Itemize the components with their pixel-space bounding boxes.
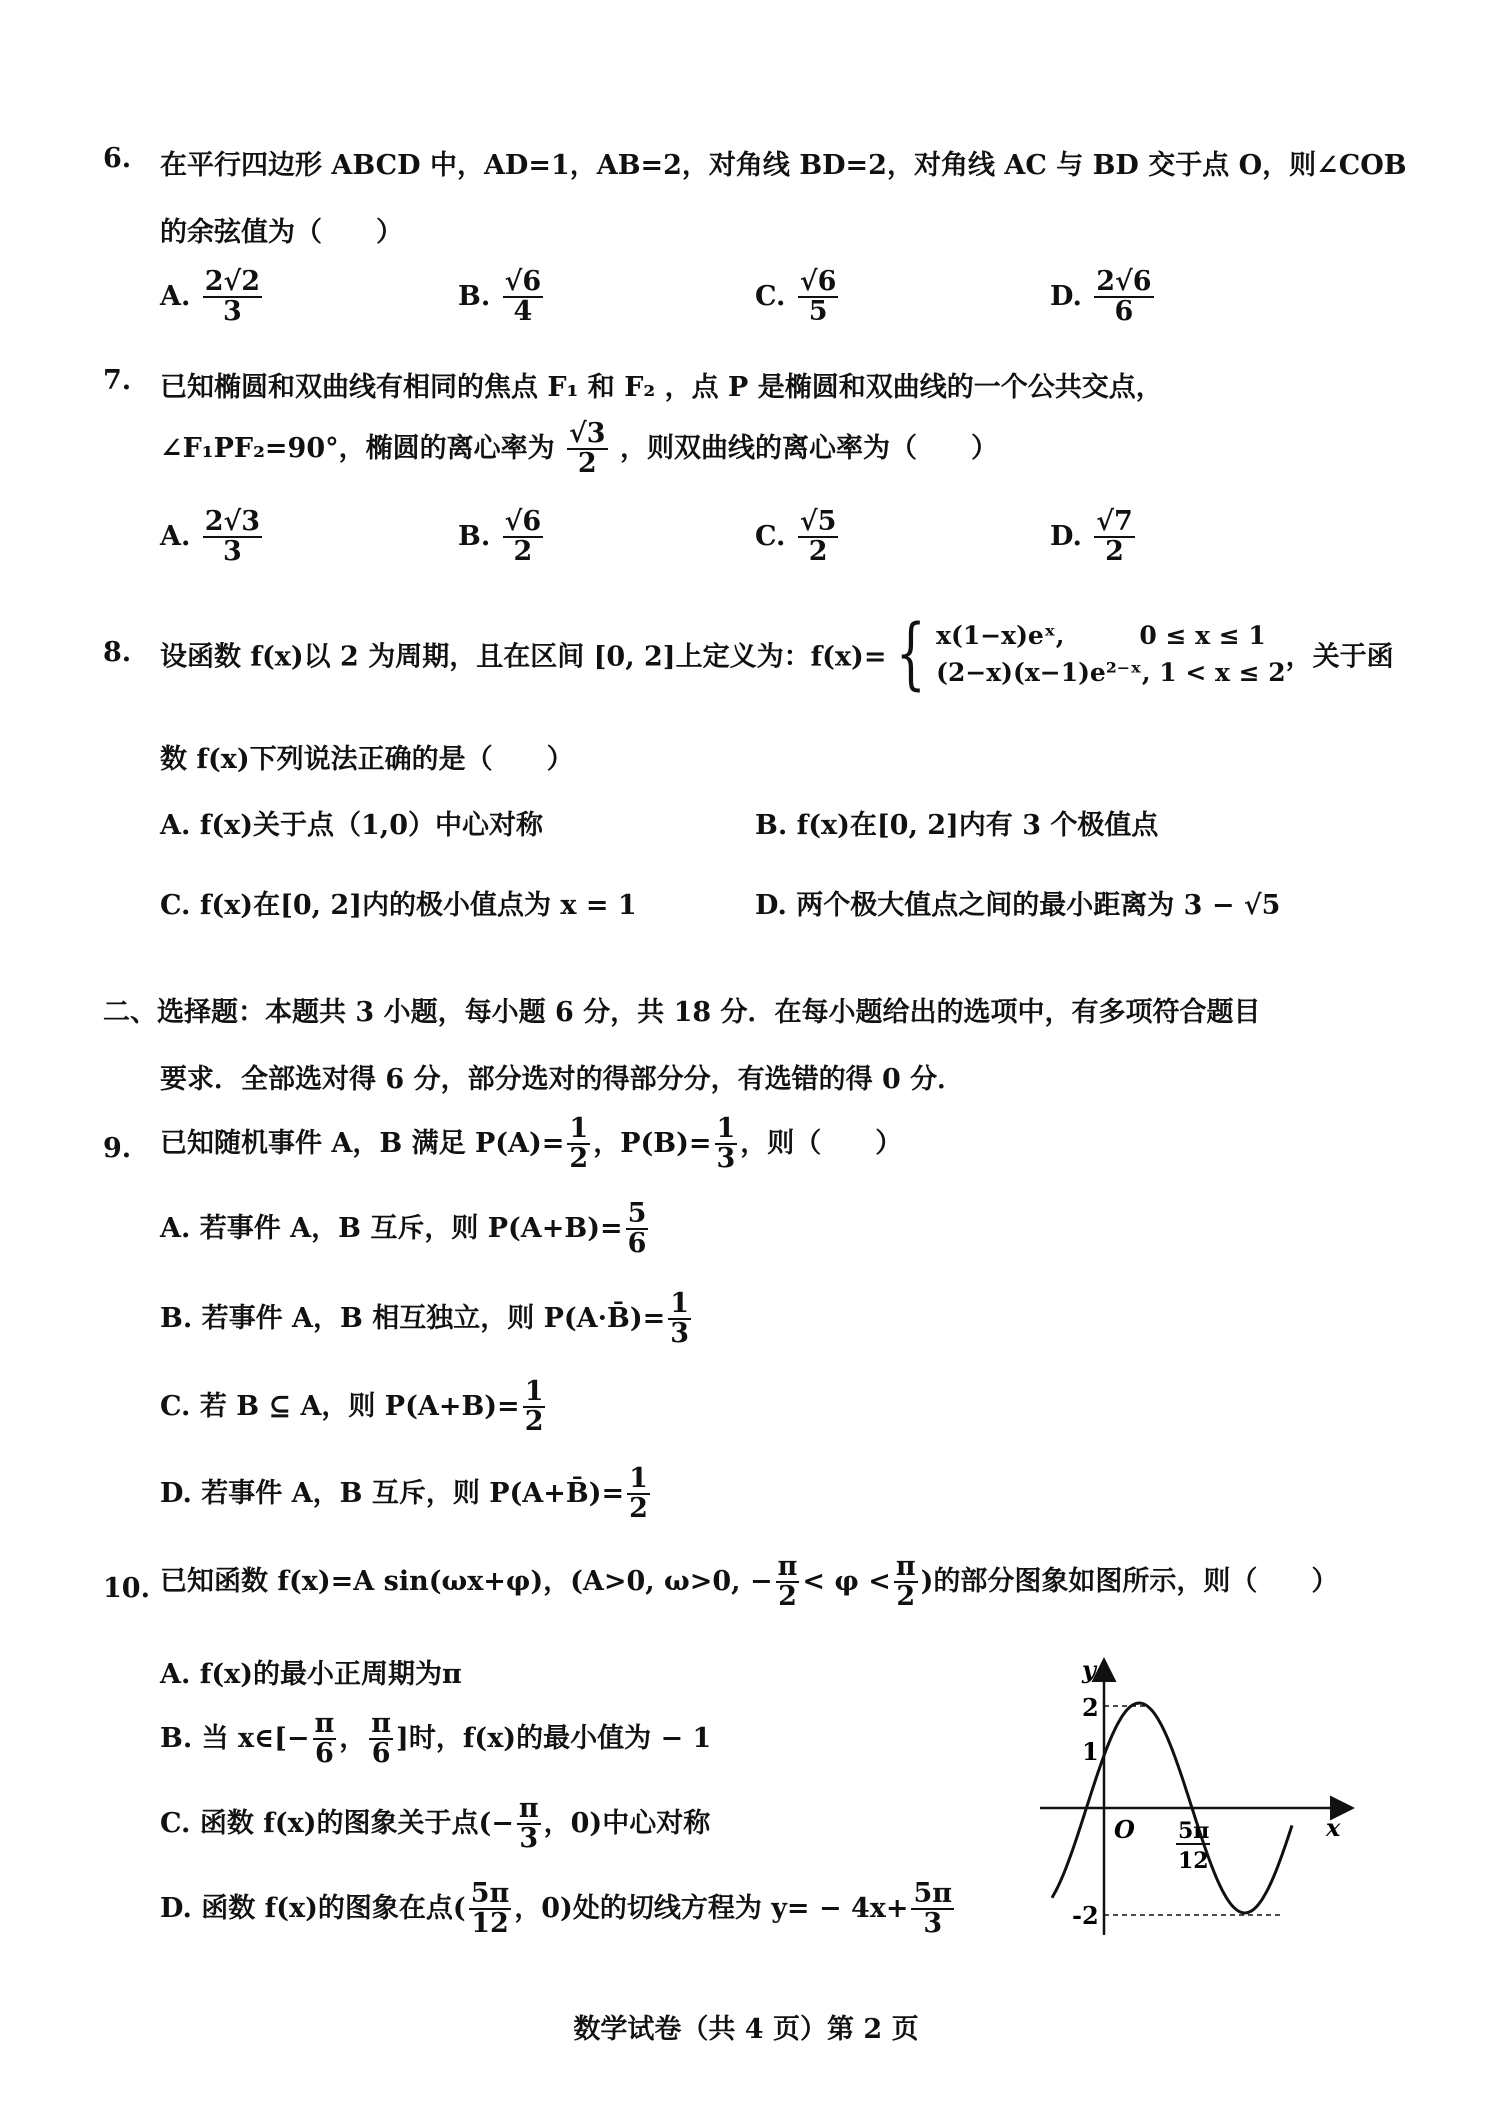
q6-line1: 在平行四边形 ABCD 中，AD=1，AB=2，对角线 BD=2，对角线 AC 与 BD 交于点 O，则∠COB: [160, 150, 1407, 181]
q6-option-c-fraction: $\frac{√6}{5}$: [799, 266, 837, 328]
q6-option-c-label: C.: [755, 280, 786, 312]
q8-option-d: D. 两个极大值点之间的最小距离为 3 − √5: [755, 890, 1281, 921]
section2-line1: 二、选择题：本题共 3 小题，每小题 6 分，共 18 分．在每小题给出的选项中，有多项符合题目: [103, 997, 1261, 1028]
y-tick-2: 2: [1082, 1693, 1099, 1722]
q6-option-d-fraction: $\frac{2√6}{6}$: [1096, 266, 1152, 328]
q9-option-d: D. 若事件 A，B 互斥，则 P(A+B̄)= $\frac{1}{2}$: [160, 1463, 648, 1525]
q6-option-a-label: A.: [160, 280, 191, 312]
x-tick-numerator: 5π: [1178, 1818, 1210, 1844]
q7-option-a: A. $\frac{2√3}{3}$: [160, 506, 261, 568]
y-tick-minus-2: -2: [1072, 1901, 1099, 1930]
q6-option-d-label: D.: [1050, 280, 1082, 312]
q6-option-b-fraction: $\frac{√6}{4}$: [504, 266, 542, 328]
q9-option-a: A. 若事件 A，B 互斥，则 P(A+B)= $\frac{5}{6}$: [160, 1198, 647, 1260]
q6-option-d: [1050, 268, 1157, 327]
q7-line2: ∠F₁PF₂=90°，椭圆的离心率为 $\frac{√3}{2}$ ，则双曲线的离心率为（ ）: [160, 418, 998, 480]
q8-option-b: B. f(x)在[0, 2]内有 3 个极值点: [755, 810, 1159, 841]
q7-line1: 已知椭圆和双曲线有相同的焦点 F₁ 和 F₂ ，点 P 是椭圆和双曲线的一个公共交点，: [160, 372, 1163, 403]
piecewise-brace: {: [896, 609, 927, 699]
section2-line2: 要求．全部选对得 6 分，部分选对的得部分分，有选错的得 0 分．: [160, 1064, 965, 1095]
page-footer: 数学试卷（共 4 页）第 2 页: [573, 2014, 919, 2045]
x-axis-label: x: [1326, 1813, 1341, 1842]
q10-option-a: A. f(x)的最小正周期为π: [160, 1659, 462, 1690]
piecewise-cases: x(1−x)eˣ, 0 ≤ x ≤ 1 (2−x)(x−1)e²⁻ˣ, 1 < x ≤ 2: [936, 620, 1286, 687]
q8-line1: 设函数 f(x)以 2 为周期，且在区间 [0, 2]上定义为：f(x)= { x(1−x)eˣ, 0 ≤ x ≤ 1 (2−x)(x−1)e²⁻ˣ, 1 < x ≤ 2 ，关于函: [160, 609, 1394, 699]
q10-number: 10.: [103, 1573, 150, 1604]
x-tick-denominator: 12: [1178, 1848, 1209, 1874]
q9-pb-fraction: $\frac{1}{3}$: [716, 1113, 736, 1175]
q7-option-c: C. $\frac{√5}{2}$: [755, 506, 837, 568]
sine-graph: [1030, 1650, 1360, 1950]
q7-number: 7.: [103, 365, 132, 396]
q7-ellipse-eccentricity: $\frac{√3}{2}$: [569, 418, 606, 480]
q6-line2: 的余弦值为（ ）: [160, 217, 403, 248]
q9-pa-fraction: $\frac{1}{2}$: [569, 1113, 589, 1175]
y-tick-1: 1: [1082, 1737, 1099, 1766]
q8-line2: 数 f(x)下列说法正确的是（ ）: [160, 744, 574, 775]
q9-option-b: B. 若事件 A，B 相互独立，则 P(A·B̄)= $\frac{1}{3}$: [160, 1288, 690, 1350]
q8-option-c: C. f(x)在[0, 2]内的极小值点为 x = 1: [160, 890, 637, 921]
q10-option-b: B. 当 x∈[− $\frac{\pi}{6}$ ， $\frac{\pi}{6}$ ]时，f(x)的最小值为 − 1: [160, 1708, 712, 1770]
q8-number: 8.: [103, 637, 132, 668]
q7-option-b: B. $\frac{√6}{2}$: [458, 506, 542, 568]
q6-option-a-fraction: $\frac{2√2}{3}$: [204, 266, 261, 328]
q6-option-b-label: B.: [458, 280, 491, 312]
q6-option-a: [160, 268, 265, 327]
q7-option-d: D. $\frac{√7}{2}$: [1050, 506, 1133, 568]
q9-option-c: C. 若 B ⊆ A，则 P(A+B)= $\frac{1}{2}$: [160, 1376, 544, 1438]
q10-stem: 已知函数 f(x)=A sin(ωx+φ)，(A>0, ω>0, − $\frac{\pi}{2}$ < φ < $\frac{\pi}{2}$ )的部分图象如图所示，则（ ）: [160, 1551, 1339, 1613]
q6-option-c: [755, 268, 841, 327]
q9-stem: 已知随机事件 A，B 满足 P(A)= $\frac{1}{2}$ ，P(B)= $\frac{1}{3}$ ，则（ ）: [160, 1113, 903, 1175]
origin-label: O: [1114, 1815, 1135, 1844]
q6-option-b: [458, 268, 546, 327]
q8-option-a: A. f(x)关于点（1,0）中心对称: [160, 810, 543, 841]
q10-option-c: C. 函数 f(x)的图象关于点(− $\frac{\pi}{3}$ ，0)中心对称: [160, 1793, 711, 1855]
q6-number: 6.: [103, 143, 132, 174]
y-axis-label: y: [1082, 1655, 1096, 1684]
q10-option-d: D. 函数 f(x)的图象在点( $\frac{5\pi}{12}$ ，0)处的切线方程为 y= − 4x+ $\frac{5\pi}{3}$: [160, 1878, 953, 1940]
q9-number: 9.: [103, 1133, 132, 1164]
